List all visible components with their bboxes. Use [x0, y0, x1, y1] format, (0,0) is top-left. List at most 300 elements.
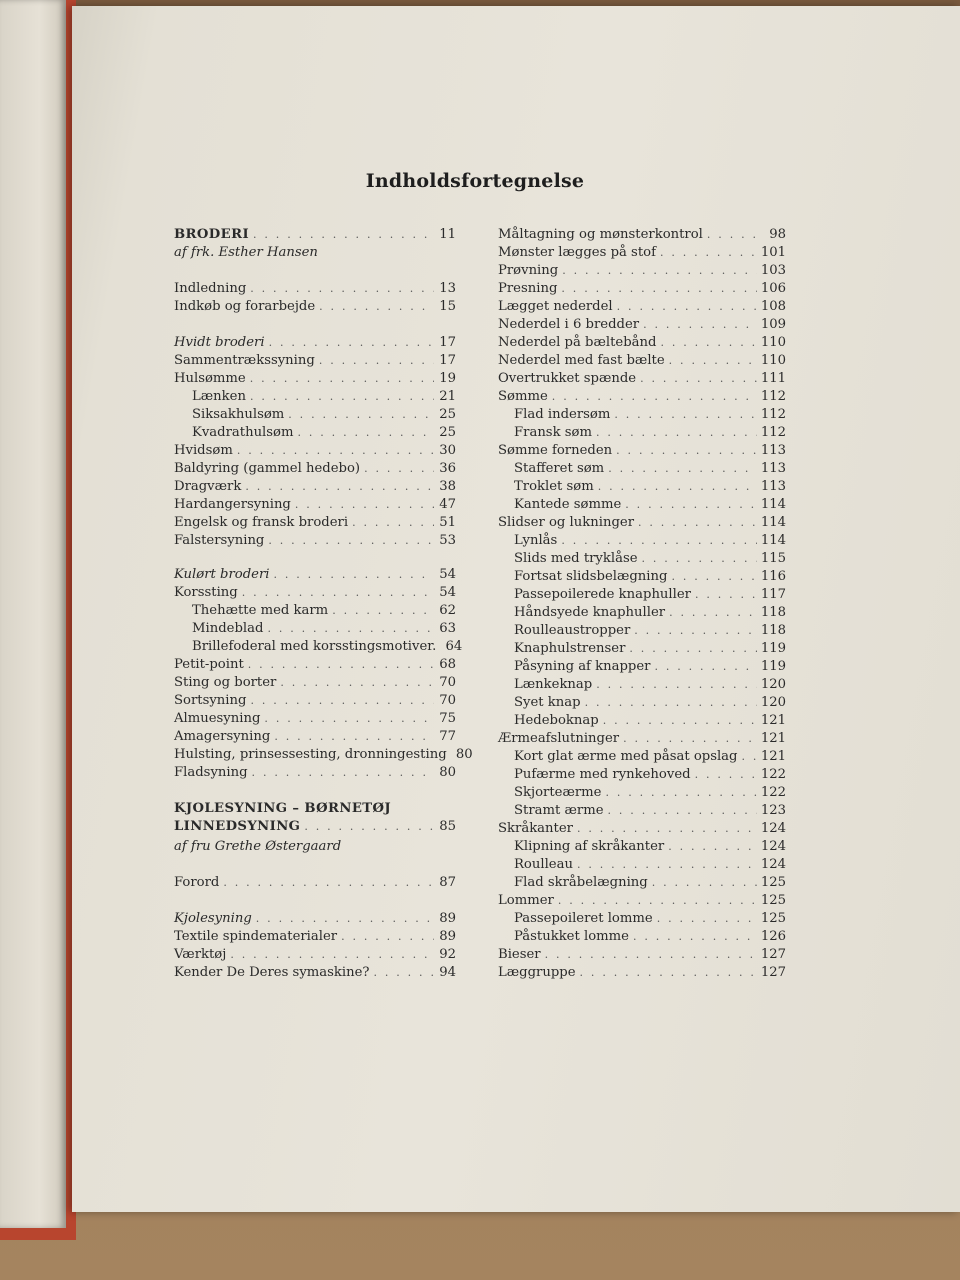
- toc-entry-page: 115: [760, 551, 786, 566]
- toc-entry-page: 89: [439, 929, 456, 944]
- toc-entry: [174, 728, 456, 746]
- toc-entry: [498, 604, 786, 622]
- toc-leader-dots: [223, 874, 434, 892]
- toc-entry: [174, 692, 456, 710]
- toc-entry-title: Falstersyning: [174, 533, 265, 548]
- toc-leader-dots: [253, 226, 434, 244]
- toc-entry-title: Petit-point: [174, 657, 244, 672]
- toc-entry-title: Hvidt broderi: [174, 335, 265, 350]
- toc-entry-title: Mønster lægges på stof: [498, 245, 656, 260]
- toc-entry-page: 87: [439, 875, 456, 890]
- page-title: Indholdsfortegnelse: [365, 170, 585, 192]
- toc-entry: [498, 460, 786, 478]
- toc-entry-page: 70: [439, 693, 456, 708]
- toc-leader-dots: [545, 946, 757, 964]
- toc-entry-title: Kvadrathulsøm: [192, 425, 294, 440]
- toc-entry-title: Mindeblad: [192, 621, 264, 636]
- toc-entry-page: 64: [445, 639, 463, 654]
- toc-entry: [498, 424, 786, 442]
- toc-entry-page: 70: [439, 675, 456, 690]
- toc-entry-page: 113: [760, 461, 786, 476]
- toc-entry-title: Nederdel på bæltebånd: [498, 335, 657, 350]
- toc-leader-dots: [250, 388, 434, 406]
- toc-leader-dots: [267, 620, 434, 638]
- toc-entry: [174, 946, 456, 964]
- toc-leader-dots: [332, 602, 434, 620]
- toc-leader-dots: [242, 584, 434, 602]
- toc-entry: [498, 244, 786, 262]
- toc-entry-page: 63: [439, 621, 456, 636]
- toc-entry-page: 124: [760, 839, 786, 854]
- toc-entry-title: Flad indersøm: [514, 407, 611, 422]
- toc-entry-title: Klipning af skråkanter: [514, 839, 665, 854]
- toc-entry-title: Passepoilerede knaphuller: [514, 587, 691, 602]
- toc-leader-dots: [623, 730, 757, 748]
- toc-entry-title: Lynlås: [514, 533, 558, 548]
- toc-entry-title: Slids med tryklåse: [514, 551, 638, 566]
- toc-entry-page: 17: [439, 353, 456, 368]
- toc-entry-page: 120: [760, 677, 786, 692]
- toc-entry: [174, 532, 456, 550]
- toc-entry-page: 127: [760, 947, 786, 962]
- toc-entry-page: 54: [439, 567, 456, 582]
- toc-leader-dots: [638, 514, 757, 532]
- toc-leader-dots: [634, 622, 757, 640]
- toc-leader-dots: [269, 334, 434, 352]
- toc-entry-title: Ærmeafslutninger: [498, 731, 620, 746]
- toc-leader-dots: [585, 694, 757, 712]
- toc-entry-title: Sting og borter: [174, 675, 277, 690]
- toc-entry: [174, 656, 456, 674]
- toc-entry: [498, 838, 786, 856]
- toc-entry-page: 120: [760, 695, 786, 710]
- toc-entry: [174, 746, 473, 764]
- toc-entry: [174, 406, 456, 424]
- toc-entry-title: Flad skråbelægning: [514, 875, 648, 890]
- toc-entry-title: Brillefoderal med korsstingsmotiver.: [192, 639, 437, 654]
- toc-entry-title: Hulsømme: [174, 371, 246, 386]
- toc-entry-title: Sømme forneden: [498, 443, 613, 458]
- toc-leader-dots: [562, 262, 757, 280]
- toc-entry: [498, 694, 786, 712]
- toc-entry: [498, 784, 786, 802]
- toc-entry: [498, 280, 786, 298]
- toc-entry-page: 113: [760, 443, 786, 458]
- toc-entry: [498, 262, 786, 280]
- toc-entry: [498, 370, 786, 388]
- toc-entry-title: Forord: [174, 875, 220, 890]
- toc-entry-page: 54: [439, 585, 456, 600]
- toc-leader-dots: [616, 442, 757, 460]
- toc-entry-page: 114: [760, 515, 786, 530]
- toc-entry-page: 112: [760, 425, 786, 440]
- toc-entry-title: Håndsyede knaphuller: [514, 605, 666, 620]
- toc-leader-dots: [577, 820, 757, 838]
- toc-entry-page: 106: [760, 281, 786, 296]
- toc-entry-page: 122: [760, 767, 786, 782]
- toc-leader-dots: [577, 856, 757, 874]
- toc-entry: [498, 802, 786, 820]
- toc-entry-title: Måltagning og mønsterkontrol: [498, 227, 703, 242]
- toc-entry-page: 117: [760, 587, 786, 602]
- toc-entry-title: Prøvning: [498, 263, 559, 278]
- toc-entry-title: Værktøj: [174, 947, 227, 962]
- toc-leader-dots: [608, 802, 757, 820]
- toc-leader-dots: [642, 550, 757, 568]
- toc-entry: [498, 946, 786, 964]
- toc-leader-dots: [252, 764, 434, 782]
- toc-leader-dots: [669, 352, 757, 370]
- toc-entry-page: 77: [439, 729, 456, 744]
- toc-entry-title: Engelsk og fransk broderi: [174, 515, 349, 530]
- toc-entry-page: 21: [439, 389, 456, 404]
- toc-entry: [498, 928, 786, 946]
- toc-entry: [498, 874, 786, 892]
- toc-leader-dots: [605, 784, 756, 802]
- toc-entry-title: Sortsyning: [174, 693, 247, 708]
- left-page: [0, 0, 66, 1228]
- toc-leader-dots: [695, 766, 757, 784]
- toc-entry-title: Presning: [498, 281, 558, 296]
- toc-entry-page: 121: [760, 731, 786, 746]
- toc-entry: [174, 928, 456, 946]
- toc-leader-dots: [273, 566, 434, 584]
- toc-leader-dots: [248, 656, 434, 674]
- toc-entry-page: 126: [760, 929, 786, 944]
- toc-entry: [498, 550, 786, 568]
- toc-entry: [174, 244, 456, 262]
- toc-leader-dots: [280, 674, 434, 692]
- toc-entry: [498, 568, 786, 586]
- toc-entry: [174, 964, 456, 982]
- toc-entry-page: 118: [760, 605, 786, 620]
- toc-entry-page: 114: [760, 497, 786, 512]
- toc-entry: [174, 388, 456, 406]
- toc-entry-title: Roulleau: [514, 857, 573, 872]
- toc-entry: [174, 638, 463, 656]
- toc-leader-dots: [298, 424, 435, 442]
- toc-entry-page: 118: [760, 623, 786, 638]
- toc-entry: [498, 892, 786, 910]
- toc-entry-page: 25: [439, 407, 456, 422]
- toc-entry: [498, 496, 786, 514]
- toc-leader-dots: [742, 748, 757, 766]
- toc-entry-page: 127: [760, 965, 786, 980]
- toc-entry-title: Overtrukket spænde: [498, 371, 637, 386]
- toc-entry: [498, 298, 786, 316]
- toc-entry-page: 103: [760, 263, 786, 278]
- toc-entry-page: 121: [760, 749, 786, 764]
- toc-leader-dots: [633, 928, 757, 946]
- toc-entry-page: 111: [760, 371, 786, 386]
- toc-entry-title: Knaphulstrenser: [514, 641, 626, 656]
- toc-entry-title: Lænken: [192, 389, 246, 404]
- toc-entry: [174, 298, 456, 316]
- toc-entry: [498, 676, 786, 694]
- toc-entry-page: 116: [760, 569, 786, 584]
- toc-entry-title: BRODERI: [174, 227, 250, 242]
- toc-entry-title: Påstukket lomme: [514, 929, 629, 944]
- toc-entry: [498, 514, 786, 532]
- toc-entry-page: 112: [760, 389, 786, 404]
- toc-entry: [174, 584, 456, 602]
- toc-entry-title: Pufærme med rynkehoved: [514, 767, 691, 782]
- toc-entry-page: 92: [439, 947, 456, 962]
- toc-entry: [498, 316, 786, 334]
- toc-entry-page: 13: [439, 281, 456, 296]
- toc-entry-title: LINNEDSYNING: [174, 819, 301, 834]
- toc-entry-title: Sammentrækssyning: [174, 353, 315, 368]
- toc-leader-dots: [274, 728, 434, 746]
- toc-leader-dots: [319, 298, 434, 316]
- toc-entry: [498, 730, 786, 748]
- toc-entry-page: 122: [760, 785, 786, 800]
- toc-entry-page: 101: [760, 245, 786, 260]
- toc-entry: [498, 586, 786, 604]
- toc-entry: [174, 514, 456, 532]
- toc-entry-page: 94: [439, 965, 456, 980]
- toc-entry-page: 125: [760, 893, 786, 908]
- toc-leader-dots: [608, 460, 757, 478]
- toc-entry-title: Stramt ærme: [514, 803, 604, 818]
- toc-entry: [498, 532, 786, 550]
- toc-entry: [174, 874, 456, 892]
- toc-entry-page: 110: [760, 335, 786, 350]
- toc-entry-page: 98: [769, 227, 786, 242]
- toc-leader-dots: [352, 514, 434, 532]
- toc-leader-dots: [654, 658, 756, 676]
- toc-leader-dots: [561, 532, 757, 550]
- toc-entry: [174, 710, 456, 728]
- toc-leader-dots: [660, 244, 757, 262]
- toc-leader-dots: [319, 352, 434, 370]
- toc-entry: [174, 424, 456, 442]
- toc-entry: [174, 838, 456, 856]
- toc-leader-dots: [614, 406, 756, 424]
- toc-entry: [174, 478, 456, 496]
- toc-leader-dots: [295, 496, 434, 514]
- toc-entry-page: 124: [760, 821, 786, 836]
- toc-leader-dots: [341, 928, 434, 946]
- toc-entry-page: 30: [439, 443, 456, 458]
- toc-entry: [498, 334, 786, 352]
- toc-entry: [498, 226, 786, 244]
- toc-entry-title: Syet knap: [514, 695, 581, 710]
- toc-entry: [498, 658, 786, 676]
- toc-entry-title: Siksakhulsøm: [192, 407, 285, 422]
- toc-entry-title: Lommer: [498, 893, 554, 908]
- toc-entry-page: 25: [439, 425, 456, 440]
- toc-entry-title: af fru Grethe Østergaard: [174, 839, 342, 854]
- toc-leader-dots: [304, 818, 434, 836]
- toc-entry-title: Nederdel med fast bælte: [498, 353, 665, 368]
- toc-entry-title: Kender De Deres symaskine?: [174, 965, 370, 980]
- toc-entry-title: Sømme: [498, 389, 548, 404]
- toc-leader-dots: [364, 460, 434, 478]
- toc-entry-title: Hedeboknap: [514, 713, 599, 728]
- toc-leader-dots: [695, 586, 757, 604]
- toc-entry-title: Lænkeknap: [514, 677, 593, 692]
- toc-entry-title: Dragværk: [174, 479, 242, 494]
- toc-entry-page: 68: [439, 657, 456, 672]
- toc-entry-title: Baldyring (gammel hedebo): [174, 461, 361, 476]
- toc-entry-page: 85: [439, 819, 456, 834]
- toc-entry: [498, 640, 786, 658]
- toc-entry-page: 80: [455, 747, 473, 762]
- toc-entry: [498, 910, 786, 928]
- toc-entry-page: 112: [760, 407, 786, 422]
- toc-entry-title: Kort glat ærme med påsat opslag: [514, 749, 738, 764]
- toc-leader-dots: [256, 910, 434, 928]
- toc-entry: [174, 620, 456, 638]
- toc-entry-title: Skjorteærme: [514, 785, 602, 800]
- toc-entry-title: Passepoileret lomme: [514, 911, 653, 926]
- toc-leader-dots: [561, 280, 756, 298]
- toc-entry: [498, 388, 786, 406]
- toc-entry: [174, 496, 456, 514]
- toc-entry-title: Kjolesyning: [174, 911, 252, 926]
- toc-entry-title: af frk. Esther Hansen: [174, 245, 318, 260]
- toc-entry: [174, 818, 456, 836]
- toc-entry-title: Læggruppe: [498, 965, 576, 980]
- toc-leader-dots: [596, 424, 757, 442]
- toc-entry-title: Bieser: [498, 947, 541, 962]
- toc-leader-dots: [596, 676, 757, 694]
- toc-entry-title: Fransk søm: [514, 425, 592, 440]
- toc-entry-title: Korssting: [174, 585, 238, 600]
- toc-leader-dots: [230, 946, 434, 964]
- toc-entry: [498, 478, 786, 496]
- toc-entry: [498, 748, 786, 766]
- toc-entry-title: Indledning: [174, 281, 247, 296]
- toc-entry: [498, 442, 786, 460]
- toc-entry-page: 109: [760, 317, 786, 332]
- toc-leader-dots: [668, 838, 757, 856]
- toc-entry-page: 110: [760, 353, 786, 368]
- toc-entry: [498, 964, 786, 982]
- toc-leader-dots: [652, 874, 757, 892]
- toc-entry-title: Lægget nederdel: [498, 299, 613, 314]
- toc-entry-page: 38: [439, 479, 456, 494]
- toc-entry-page: 17: [439, 335, 456, 350]
- toc-leader-dots: [237, 442, 434, 460]
- toc-entry: [174, 280, 456, 298]
- toc-leader-dots: [268, 532, 434, 550]
- toc-entry-title: Indkøb og forarbejde: [174, 299, 316, 314]
- toc-entry-title: Skråkanter: [498, 821, 573, 836]
- toc-entry-page: 108: [760, 299, 786, 314]
- toc-entry-title: Slidser og lukninger: [498, 515, 635, 530]
- toc-entry: [174, 910, 456, 928]
- toc-entry: [498, 352, 786, 370]
- toc-entry-page: 124: [760, 857, 786, 872]
- toc-entry-title: Fortsat slidsbelægning: [514, 569, 668, 584]
- toc-leader-dots: [250, 692, 434, 710]
- toc-leader-dots: [707, 226, 764, 244]
- toc-entry-title: Kantede sømme: [514, 497, 622, 512]
- toc-entry-page: 125: [760, 875, 786, 890]
- toc-leader-dots: [250, 370, 434, 388]
- toc-leader-dots: [288, 406, 434, 424]
- toc-entry-title: Kulørt broderi: [174, 567, 270, 582]
- toc-entry: [174, 460, 456, 478]
- toc-entry: [174, 370, 456, 388]
- toc-leader-dots: [603, 712, 757, 730]
- toc-entry-page: 119: [760, 659, 786, 674]
- toc-entry-page: 119: [760, 641, 786, 656]
- toc-entry-title: Stafferet søm: [514, 461, 605, 476]
- toc-entry-title: Thehætte med karm: [192, 603, 329, 618]
- toc-leader-dots: [625, 496, 757, 514]
- toc-entry-page: 36: [439, 461, 456, 476]
- toc-entry-page: 114: [760, 533, 786, 548]
- toc-entry-page: 89: [439, 911, 456, 926]
- toc-entry-page: 121: [760, 713, 786, 728]
- toc-entry-title: Påsyning af knapper: [514, 659, 651, 674]
- toc-leader-dots: [264, 710, 434, 728]
- toc-entry-title: Roulleaustropper: [514, 623, 631, 638]
- toc-leader-dots: [640, 370, 757, 388]
- toc-entry-page: 53: [439, 533, 456, 548]
- toc-leader-dots: [250, 280, 434, 298]
- toc-entry-page: 113: [760, 479, 786, 494]
- toc-entry: [498, 856, 786, 874]
- toc-leader-dots: [671, 568, 756, 586]
- toc-entry-title: Troklet søm: [514, 479, 594, 494]
- toc-entry-page: 125: [760, 911, 786, 926]
- toc-entry-title: Hardangersyning: [174, 497, 291, 512]
- toc-entry-page: 15: [439, 299, 456, 314]
- toc-leader-dots: [657, 910, 757, 928]
- toc-entry-page: 47: [439, 497, 456, 512]
- toc-entry: [174, 352, 456, 370]
- toc-entry: [498, 766, 786, 784]
- toc-entry-page: 80: [439, 765, 456, 780]
- toc-leader-dots: [629, 640, 756, 658]
- toc-entry-title: Hulsting, prinsessesting, dronningesting: [174, 747, 447, 762]
- toc-entry: [174, 800, 456, 818]
- toc-entry: [174, 602, 456, 620]
- toc-entry: [174, 334, 456, 352]
- toc-entry-title: Textile spindematerialer: [174, 929, 338, 944]
- toc-entry: [498, 406, 786, 424]
- toc-entry-page: 123: [760, 803, 786, 818]
- toc-entry: [498, 712, 786, 730]
- toc-entry-title: Amagersyning: [174, 729, 271, 744]
- toc-leader-dots: [245, 478, 434, 496]
- toc-entry: [498, 622, 786, 640]
- toc-entry-page: 19: [439, 371, 456, 386]
- toc-leader-dots: [558, 892, 757, 910]
- toc-entry: [174, 674, 456, 692]
- toc-entry: [174, 764, 456, 782]
- toc-leader-dots: [580, 964, 757, 982]
- toc-entry-page: 62: [439, 603, 456, 618]
- toc-entry: [498, 820, 786, 838]
- toc-leader-dots: [373, 964, 434, 982]
- toc-entry-title: Nederdel i 6 bredder: [498, 317, 640, 332]
- toc-entry-page: 75: [439, 711, 456, 726]
- toc-entry: [174, 442, 456, 460]
- toc-leader-dots: [552, 388, 757, 406]
- toc-entry: [174, 226, 456, 244]
- toc-entry-page: 51: [439, 515, 456, 530]
- toc-leader-dots: [617, 298, 757, 316]
- toc-entry-title: KJOLESYNING – BØRNETØJ: [174, 801, 392, 816]
- toc-leader-dots: [660, 334, 756, 352]
- toc-entry-page: 11: [439, 227, 456, 242]
- toc-entry: [174, 566, 456, 584]
